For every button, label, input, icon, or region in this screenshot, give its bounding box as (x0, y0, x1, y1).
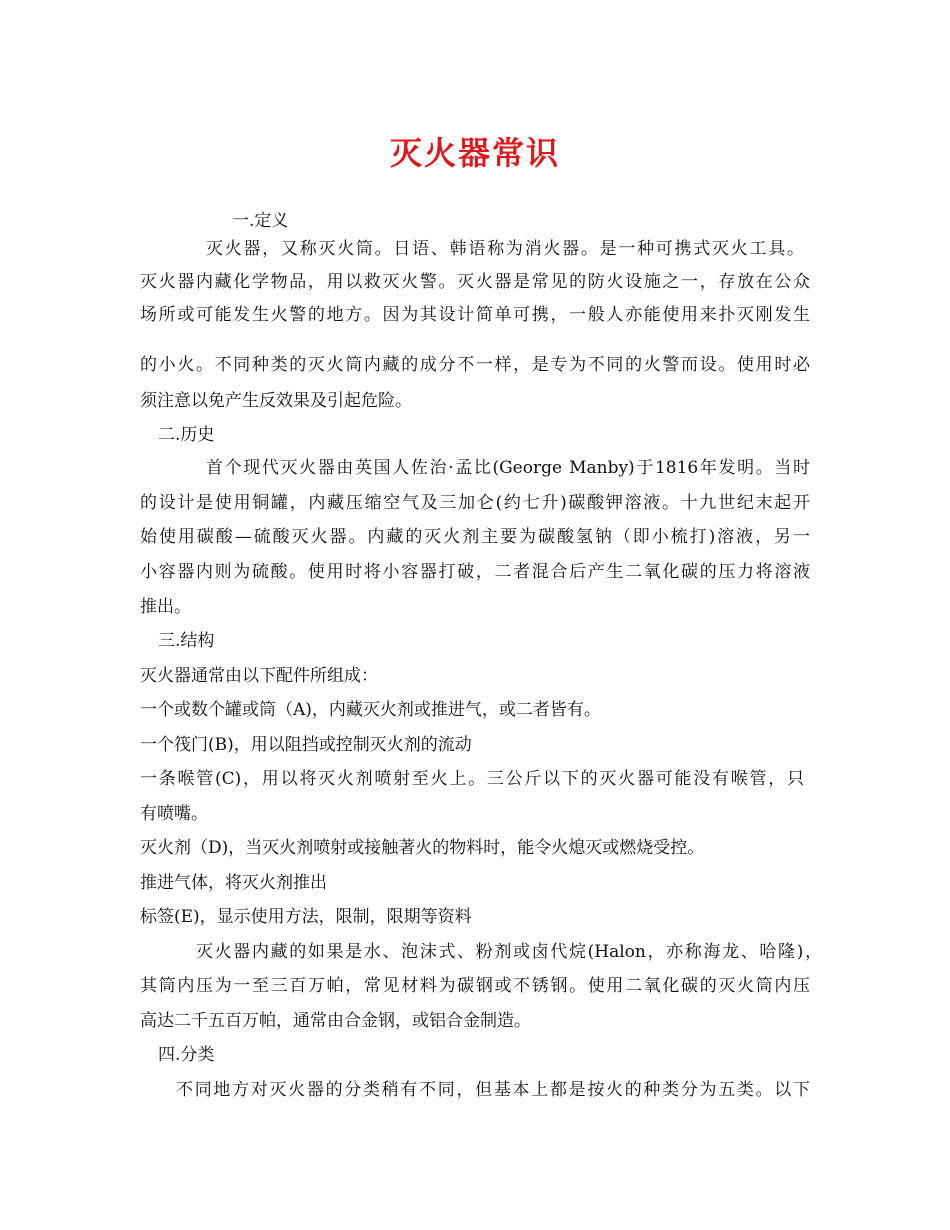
page-title: 灭火器常识 (389, 134, 560, 172)
paragraph-line: 高达二千五百万帕，通常由合金钢，或铝合金制造。 (140, 1011, 531, 1031)
paragraph-line: 场所或可能发生火警的地方。因为其设计简单可携，一般人亦能使用来扑灭刚发生 (140, 305, 810, 325)
section-heading-classification: 四.分类 (158, 1045, 215, 1065)
paragraph-line: 始使用碳酸—硫酸灭火器。内藏的灭火剂主要为碳酸氢钠（即小梳打)溶液，另一 (140, 527, 810, 547)
paragraph-line: 须注意以免产生反效果及引起危险。 (140, 391, 412, 411)
paragraph-line: 首个现代灭火器由英国人佐治·孟比(George Manby)于1816年发明。当时 (206, 458, 810, 478)
section-heading-definition: 一.定义 (232, 211, 289, 231)
paragraph-line: 灭火器内藏的如果是水、泡沫式、粉剂或卤代烷(Halon，亦称海龙、哈隆)， (196, 942, 822, 962)
section-heading-history: 二.历史 (158, 425, 215, 445)
paragraph-line: 小容器内则为硫酸。使用时将小容器打破，二者混合后产生二氧化碳的压力将溶液 (140, 562, 810, 582)
paragraph-line: 的设计是使用铜罐，内藏压缩空气及三加仑(约七升)碳酸钾溶液。十九世纪末起开 (140, 493, 810, 513)
paragraph-line: 其筒内压为一至三百万帕，常见材料为碳钢或不锈钢。使用二氧化碳的灭火筒内压 (140, 976, 810, 996)
paragraph-line: 灭火器，又称灭火筒。日语、韩语称为消火器。是一种可携式灭火工具。 (206, 239, 804, 259)
paragraph-line: 灭火器内藏化学物品，用以救灭火警。灭火器是常见的防火设施之一，存放在公众 (140, 272, 810, 292)
paragraph-line: 推出。 (140, 597, 191, 617)
list-item: 推进气体，将灭火剂推出 (140, 873, 327, 893)
list-item: 一条喉管(C)，用以将灭火剂喷射至火上。三公斤以下的灭火器可能没有喉管，只 (140, 769, 804, 789)
list-item: 灭火剂（D)，当灭火剂喷射或接触著火的物料时，能令火熄灭或燃烧受控。 (140, 838, 705, 858)
list-item: 一个或数个罐或筒（A)，内藏灭火剂或推进气，或二者皆有。 (140, 700, 601, 720)
paragraph-line: 不同地方对灭火器的分类稍有不同，但基本上都是按火的种类分为五类。以下 (176, 1080, 810, 1100)
list-item: 有喷嘴。 (140, 804, 208, 824)
list-item: 一个筏门(B)，用以阻挡或控制灭火剂的流动 (140, 735, 472, 755)
paragraph-line: 灭火器通常由以下配件所组成： (140, 666, 378, 686)
paragraph-line: 的小火。不同种类的灭火筒内藏的成分不一样，是专为不同的火警而设。使用时必 (140, 355, 810, 375)
section-heading-structure: 三.结构 (158, 631, 215, 651)
list-item: 标签(E)，显示使用方法，限制，限期等资料 (140, 907, 472, 927)
